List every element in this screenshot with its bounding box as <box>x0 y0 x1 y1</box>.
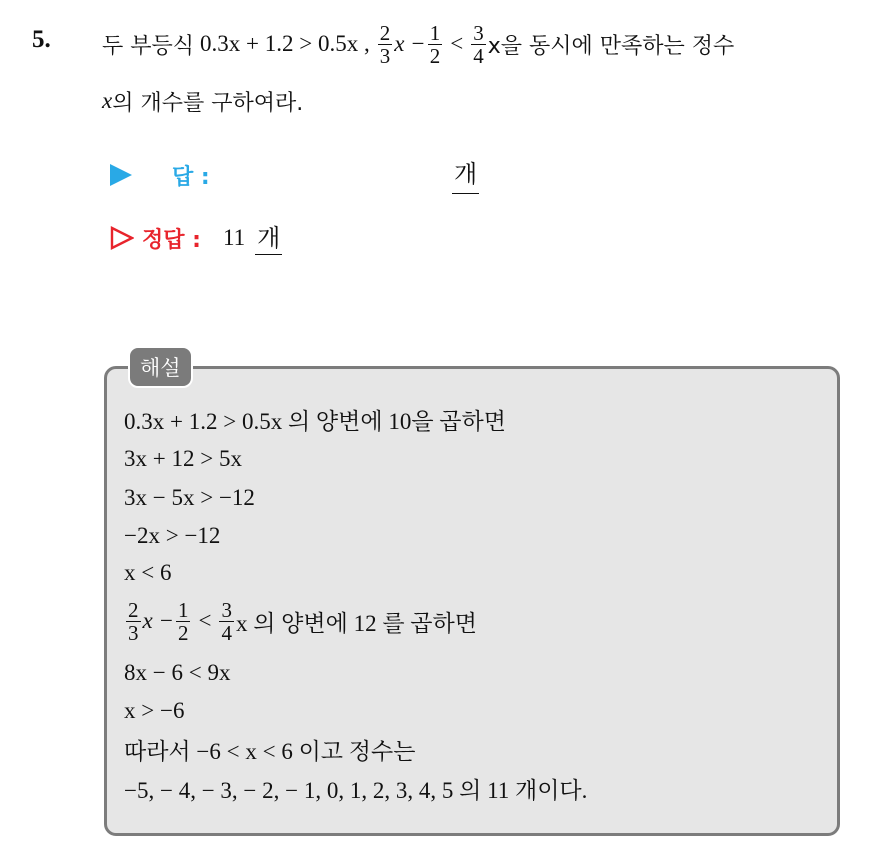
question-variable: x <box>102 88 113 113</box>
solution-line-5 <box>124 556 171 590</box>
solution-line-3 <box>124 481 255 515</box>
fraction-denominator: 3 <box>128 620 139 645</box>
answer-unit[interactable]: 개 <box>452 155 479 194</box>
fraction-denominator: 4 <box>473 43 484 68</box>
inequality-1: 0.3x + 1.2 > 0.5x , <box>200 31 370 56</box>
fraction-numerator: 2 <box>128 597 139 622</box>
solution-line-8 <box>124 694 184 728</box>
fraction-one-half <box>428 22 443 67</box>
fraction-numerator: 3 <box>473 20 484 45</box>
fraction-denominator: 4 <box>221 620 232 645</box>
question-number: 5. <box>32 26 51 53</box>
correct-answer-unit: 개 <box>255 222 282 255</box>
solution-line-text: −2x > −12 <box>124 523 221 548</box>
fraction-line-minus: x − <box>142 608 174 633</box>
fraction-two-thirds <box>126 599 141 644</box>
fraction-numerator: 3 <box>221 597 232 622</box>
answer-row <box>110 155 510 195</box>
solution-line-text: 3x − 5x > −12 <box>124 485 255 510</box>
solution-line-text: 8x − 6 < 9x <box>124 660 231 685</box>
less-than-sign: < <box>198 608 212 633</box>
inequality-2-minus: x − <box>394 31 426 56</box>
solution-line-4 <box>124 519 220 553</box>
solution-line-2 <box>124 442 242 476</box>
solution-line-7 <box>124 656 230 690</box>
correct-answer-row <box>110 218 282 258</box>
question-line-2 <box>102 84 303 118</box>
fraction-numerator: 2 <box>379 20 391 45</box>
fraction-numerator: 1 <box>177 597 189 622</box>
outline-triangle-icon <box>110 226 134 250</box>
question-line-1 <box>102 16 734 72</box>
question-suffix: x을 동시에 만족하는 정수 <box>487 33 735 59</box>
solution-tag: 해설 <box>128 346 193 388</box>
filled-triangle-icon <box>110 164 132 186</box>
less-than-sign: < <box>450 31 464 56</box>
solution-line-text: x < 6 <box>124 560 172 585</box>
fraction-denominator: 2 <box>177 620 189 645</box>
solution-line-1 <box>124 402 506 436</box>
solution-line-text: 따라서 −6 < x < 6 이고 정수는 <box>124 738 416 764</box>
fraction-three-quarters <box>219 599 234 644</box>
fraction-three-quarters <box>471 22 486 67</box>
solution-line-10 <box>124 770 587 806</box>
solution-line-9 <box>124 732 415 766</box>
fraction-denominator: 2 <box>429 43 441 68</box>
correct-answer-label: 정답 : <box>142 227 201 253</box>
solution-line-text: 3x + 12 > 5x <box>124 446 242 471</box>
fraction-two-thirds <box>378 22 393 67</box>
solution-line-text: −5, − 4, − 3, − 2, − 1, 0, 1, 2, 3, 4, 5 의 11 개이다. <box>124 777 588 803</box>
fraction-line-suffix: x 의 양변에 12 를 곱하면 <box>235 610 477 636</box>
solution-line-text: x > −6 <box>124 698 185 723</box>
solution-line-fraction <box>124 592 477 650</box>
question-line-2-text: 의 개수를 구하여라. <box>112 90 304 116</box>
solution-line-text: 0.3x + 1.2 > 0.5x 의 양변에 10을 곱하면 <box>124 408 506 434</box>
fraction-denominator: 3 <box>379 43 391 68</box>
answer-label: 답 : <box>172 164 210 190</box>
question-prefix: 두 부등식 <box>102 33 195 59</box>
fraction-numerator: 1 <box>429 20 441 45</box>
correct-answer-value: 11 <box>222 225 246 250</box>
fraction-one-half <box>176 599 191 644</box>
